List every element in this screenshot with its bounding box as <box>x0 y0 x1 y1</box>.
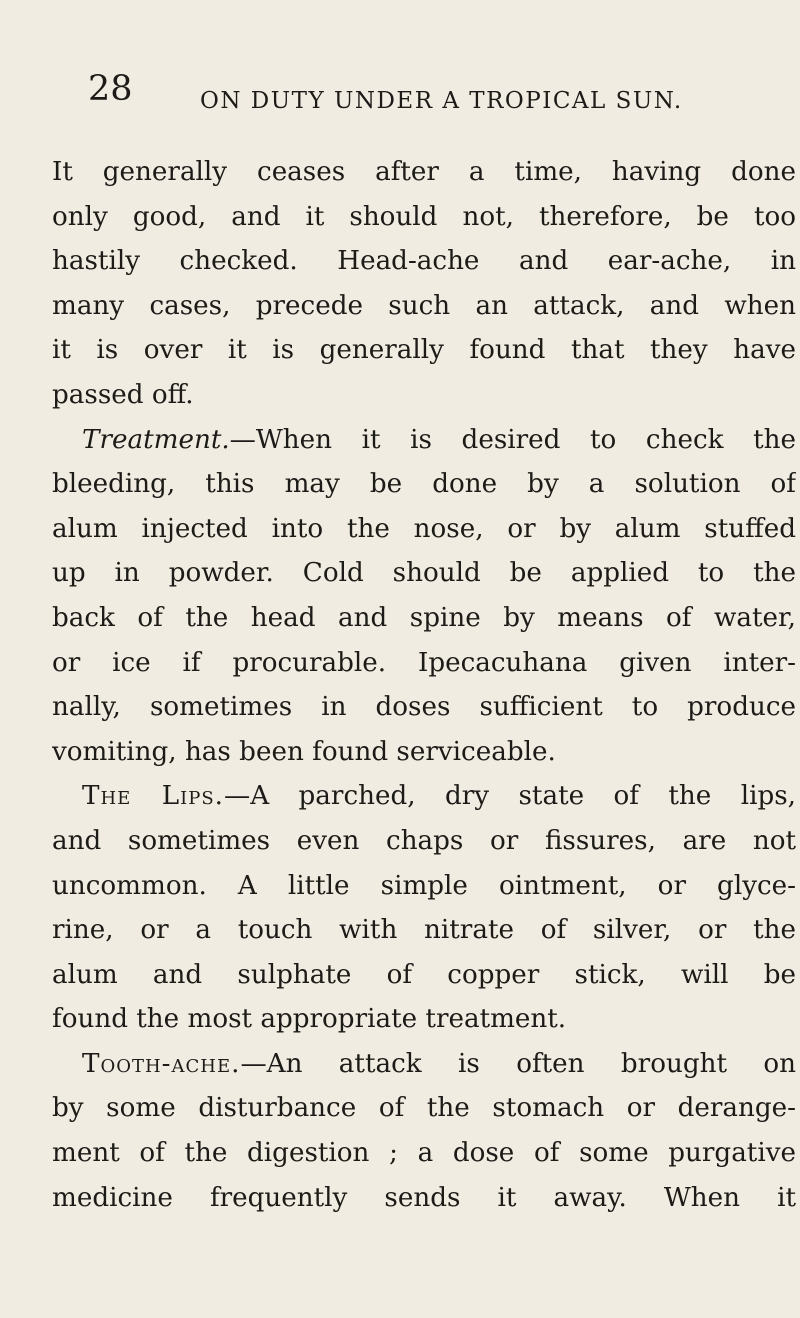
section-heading-tooth-ache: Tooth-ache. <box>82 1048 241 1079</box>
running-head: ON DUTY UNDER A TROPICAL SUN. <box>200 88 683 114</box>
text-line: by some disturbance of the stomach or derange- <box>52 1093 796 1124</box>
section-heading-treatment: Treatment. <box>82 424 230 455</box>
text-line: up in powder. Cold should be applied to the <box>52 558 796 589</box>
paragraph-first-line <box>52 418 796 463</box>
paragraph-first-line <box>52 1042 796 1087</box>
text-line: alum injected into the nose, or by alum stuffed <box>52 513 796 544</box>
text-line: many cases, precede such an attack, and when <box>52 290 796 321</box>
body-text <box>52 150 796 1220</box>
page-number: 28 <box>88 69 133 109</box>
text-run: —When it is desired to check the <box>229 424 796 455</box>
text-run: —A parched, dry state of the lips, <box>224 781 796 812</box>
text-line: hastily checked. Head-ache and ear-ache, in <box>52 246 796 277</box>
text-line: or ice if procurable. Ipecacuhana given inter- <box>52 647 796 678</box>
text-line: It generally ceases after a time, having done <box>52 157 796 187</box>
text-line: alum and sulphate of copper stick, will be <box>52 959 796 990</box>
text-line: uncommon. A little simple ointment, or glyce- <box>52 870 796 901</box>
text-line: back of the head and spine by means of water, <box>52 602 796 633</box>
text-line: found the most appropriate treatment. <box>52 1004 567 1035</box>
text-line: ment of the digestion ; a dose of some purgative <box>52 1138 796 1169</box>
text-line: passed off. <box>52 379 194 410</box>
text-line: medicine frequently sends it away. When it <box>52 1182 796 1213</box>
text-line: and sometimes even chaps or fissures, are not <box>52 825 796 856</box>
text-line: vomiting, has been found serviceable. <box>52 736 556 767</box>
text-run: —An attack is often brought on <box>240 1048 796 1079</box>
text-line: nally, sometimes in doses sufficient to produce <box>52 692 796 723</box>
text-line: it is over it is generally found that they have <box>52 335 796 366</box>
section-heading-the-lips: The Lips. <box>82 781 225 812</box>
text-line: bleeding, this may be done by a solution of <box>52 469 796 500</box>
text-line: only good, and it should not, therefore, be too <box>52 201 796 232</box>
paragraph-first-line <box>52 774 796 819</box>
text-line: rine, or a touch with nitrate of silver, or the <box>52 915 796 946</box>
